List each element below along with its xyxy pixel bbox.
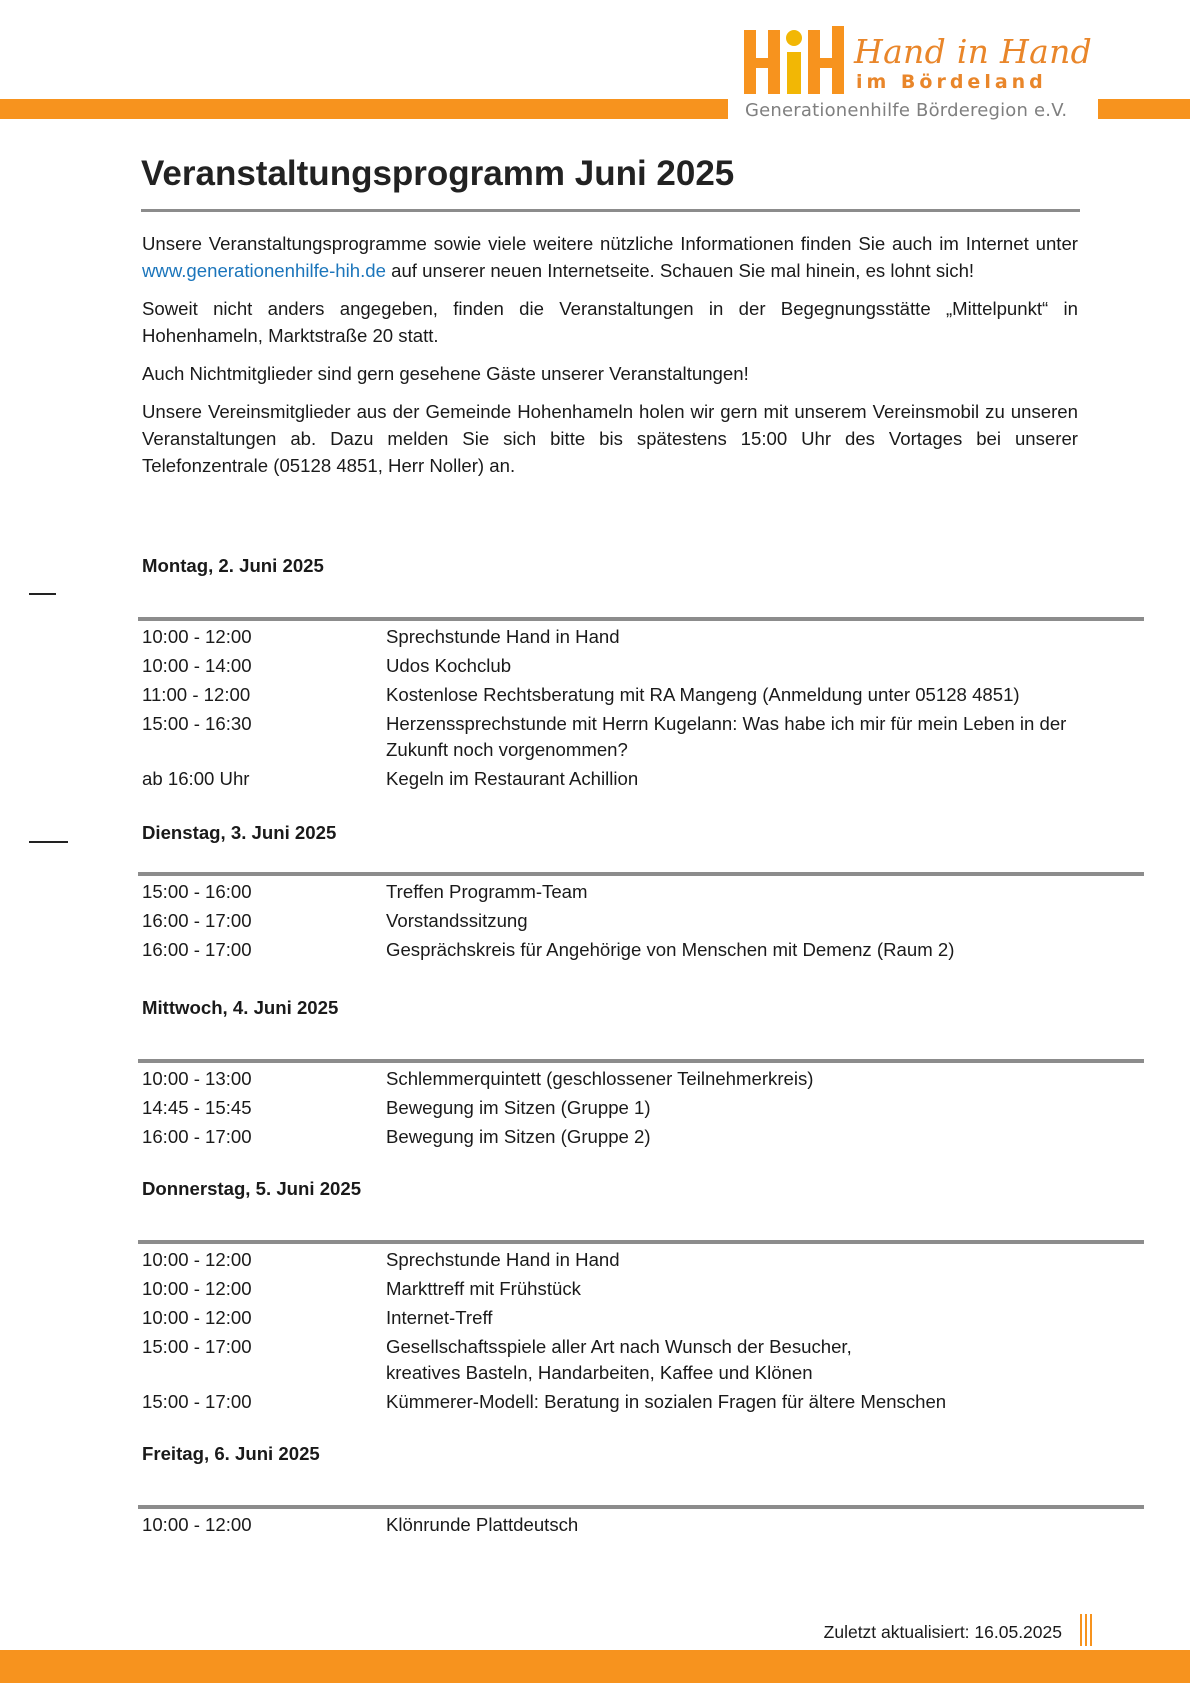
day-section-thursday <box>142 1178 1144 1415</box>
event-description: Treffen Programm-Team <box>386 881 588 902</box>
event-time: 15:00 - 16:30 <box>142 713 252 734</box>
event-row <box>142 908 1144 934</box>
event-description: Gesprächskreis für Angehörige von Menschen mit Demenz (Raum 2) <box>386 939 955 960</box>
event-row <box>142 937 1144 963</box>
event-row <box>142 1066 1144 1092</box>
event-description: Sprechstunde Hand in Hand <box>386 626 620 647</box>
event-time: 10:00 - 12:00 <box>142 626 252 647</box>
logo-text-im-boerdeland: im Bördeland <box>856 71 1047 93</box>
hih-logo-mark <box>742 24 852 98</box>
event-row <box>142 653 1144 679</box>
event-row <box>142 1305 1144 1331</box>
intro-section <box>142 230 1078 490</box>
page-title: Veranstaltungsprogramm Juni 2025 <box>141 154 735 193</box>
event-row <box>142 1334 1144 1386</box>
intro-text: Unsere Veranstaltungsprogramme sowie viele weitere nützliche Informationen finden Sie auch im Internet unter <box>142 233 1078 254</box>
last-updated: Zuletzt aktualisiert: 16.05.2025 <box>823 1622 1062 1642</box>
day-divider <box>138 617 1144 621</box>
event-row <box>142 711 1144 763</box>
event-row <box>142 1276 1144 1302</box>
event-row <box>142 624 1144 650</box>
event-description: Herzenssprechstunde mit Herrn Kugelann: Was habe ich mir für mein Leben in der Zukunft noch vorgenommen? <box>386 713 1067 760</box>
event-description: Markttreff mit Frühstück <box>386 1278 581 1299</box>
event-description: Udos Kochclub <box>386 655 512 676</box>
event-time: ab 16:00 Uhr <box>142 768 250 789</box>
logo-text-generationenhilfe: Generationenhilfe Börderegion e.V. <box>745 100 1068 121</box>
intro-text: auf unserer neuen Internetseite. Schauen Sie mal hinein, es lohnt sich! <box>385 260 975 281</box>
event-time: 15:00 - 17:00 <box>142 1391 252 1412</box>
day-heading: Mittwoch, 4. Juni 2025 <box>142 997 339 1018</box>
margin-mark <box>29 593 56 595</box>
title-divider <box>141 209 1080 212</box>
event-time: 11:00 - 12:00 <box>142 684 251 705</box>
intro-paragraph-website <box>142 230 1078 284</box>
event-description: Internet-Treff <box>386 1307 493 1328</box>
event-time: 15:00 - 17:00 <box>142 1336 252 1357</box>
event-time: 10:00 - 12:00 <box>142 1307 252 1328</box>
footer-accent-bars <box>1080 1614 1092 1646</box>
event-row <box>142 766 1144 792</box>
event-row <box>142 1389 1144 1415</box>
day-divider <box>138 1505 1144 1509</box>
event-time: 16:00 - 17:00 <box>142 1126 252 1147</box>
day-section-wednesday <box>142 997 1144 1150</box>
event-row <box>142 879 1144 905</box>
website-link[interactable]: www.generationenhilfe-hih.de <box>142 260 386 281</box>
organization-logo <box>742 18 1093 124</box>
event-time: 10:00 - 13:00 <box>142 1068 252 1089</box>
footer-bar <box>0 1650 1190 1683</box>
event-row <box>142 1124 1144 1150</box>
event-description: Kostenlose Rechtsberatung mit RA Mangeng (Anmeldung unter 05128 4851) <box>386 684 1020 705</box>
day-divider <box>138 1240 1144 1244</box>
intro-paragraph-location: Soweit nicht anders angegeben, finden die Veranstaltungen in der Begegnungsstätte „Mittelpunkt“ in Hohenhameln, Marktstraße 20 statt. <box>142 298 1078 346</box>
event-description: Kümmerer-Modell: Beratung in sozialen Fragen für ältere Menschen <box>386 1391 947 1412</box>
day-heading: Donnerstag, 5. Juni 2025 <box>142 1178 362 1199</box>
event-time: 10:00 - 12:00 <box>142 1278 252 1299</box>
day-section-friday <box>142 1443 1144 1538</box>
event-time: 10:00 - 12:00 <box>142 1514 252 1535</box>
event-description: Klönrunde Plattdeutsch <box>386 1514 579 1535</box>
event-description: Bewegung im Sitzen (Gruppe 2) <box>386 1126 651 1147</box>
header-bar-right <box>1098 99 1190 119</box>
event-row <box>142 1095 1144 1121</box>
event-description: Sprechstunde Hand in Hand <box>386 1249 620 1270</box>
event-time: 15:00 - 16:00 <box>142 881 252 902</box>
day-divider <box>138 1059 1144 1063</box>
event-description: Bewegung im Sitzen (Gruppe 1) <box>386 1097 651 1118</box>
event-time: 16:00 - 17:00 <box>142 939 252 960</box>
day-section-monday <box>142 555 1144 792</box>
event-time: 14:45 - 15:45 <box>142 1097 252 1118</box>
day-divider <box>138 872 1144 876</box>
day-heading: Freitag, 6. Juni 2025 <box>142 1443 320 1464</box>
logo-text-hand-in-hand: Hand in Hand <box>854 32 1093 71</box>
event-description: Vorstandssitzung <box>386 910 528 931</box>
day-heading: Dienstag, 3. Juni 2025 <box>142 822 337 843</box>
day-section-tuesday <box>142 822 1144 963</box>
day-heading: Montag, 2. Juni 2025 <box>142 555 324 576</box>
intro-paragraph-guests: Auch Nichtmitglieder sind gern gesehene Gäste unserer Veranstaltungen! <box>142 363 749 384</box>
event-time: 10:00 - 14:00 <box>142 655 252 676</box>
margin-mark <box>29 841 68 843</box>
event-description: Gesellschaftsspiele aller Art nach Wunsch der Besucher, kreatives Basteln, Handarbeiten, Kaffee und Klönen <box>386 1336 852 1383</box>
event-row <box>142 1512 1144 1538</box>
event-row <box>142 682 1144 708</box>
event-time: 10:00 - 12:00 <box>142 1249 252 1270</box>
intro-paragraph-pickup: Unsere Vereinsmitglieder aus der Gemeinde Hohenhameln holen wir gern mit unserem Vereinsmobil zu unseren Veranstaltungen ab. Dazu melden Sie sich bitte bis spätestens 15:00 Uhr des Vortages bei unserer Telefonzentrale (05128 4851, Herr Noller) an. <box>142 401 1078 476</box>
event-description: Kegeln im Restaurant Achillion <box>386 768 639 789</box>
event-time: 16:00 - 17:00 <box>142 910 252 931</box>
event-row <box>142 1247 1144 1273</box>
event-description: Schlemmerquintett (geschlossener Teilnehmerkreis) <box>386 1068 814 1089</box>
header-bar-left <box>0 99 728 119</box>
